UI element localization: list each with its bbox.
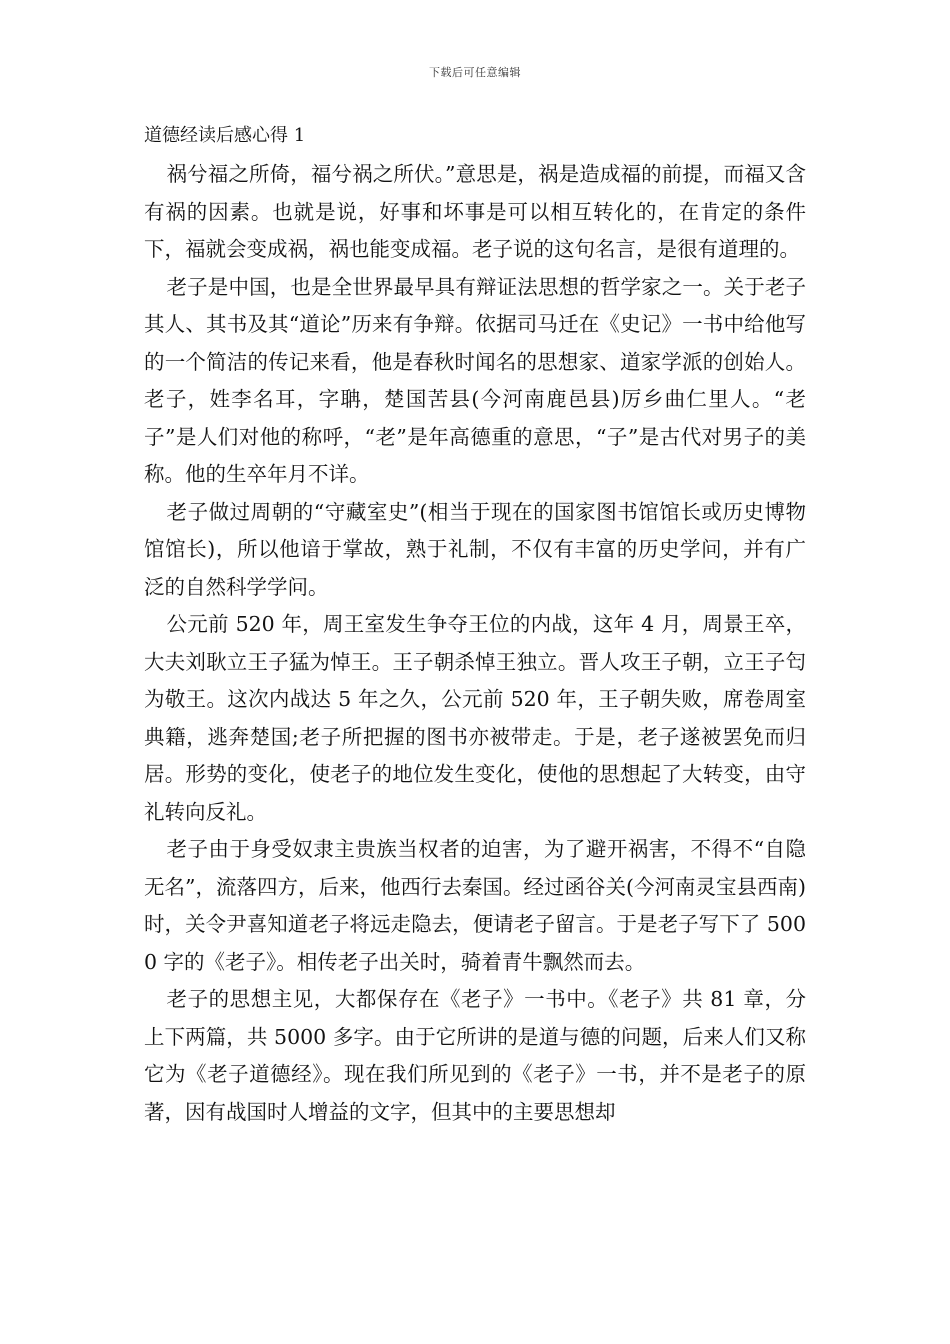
paragraph-4: 公元前 520 年，周王室发生争夺王位的内战，这年 4 月，周景王卒，大夫刘耿立王子猛为悼王。王子朝杀悼王独立。晋人攻王子朝，立王子匄为敬王。这次内战达 5 年之久，公元前 520 年，王子朝失败，席卷周室典籍，逃奔楚国;老子所把握的图书亦被带走。于是，老子遂被罢免而归居。形势的变化，使老子的地位发生变化，使他的思想起了大转变，由守礼转向反礼。 [144, 612, 806, 824]
paragraph-1: 祸兮福之所倚，福兮祸之所伏。”意思是，祸是造成福的前提，而福又含有祸的因素。也就是说，好事和坏事是可以相互转化的，在肯定的条件下，福就会变成祸，祸也能变成福。老子说的这句名言，是很有道理的。 [144, 162, 806, 261]
paragraph-6: 老子的思想主见，大都保存在《老子》一书中。《老子》共 81 章，分上下两篇，共 5000 多字。由于它所讲的是道与德的问题，后来人们又称它为《老子道德经》。现在我们所见到的《老子》一书，并不是老子的原著，因有战国时人增益的文字，但其中的主要思想却 [144, 987, 806, 1124]
document-title: 道德经读后感心得 1 [144, 125, 306, 146]
paragraph-5: 老子由于身受奴隶主贵族当权者的迫害，为了避开祸害，不得不“自隐无名”，流落四方，后来，他西行去秦国。经过函谷关(今河南灵宝县西南)时，关令尹喜知道老子将远走隐去，便请老子留言。于是老子写下了 5000 字的《老子》。相传老子出关时，骑着青牛飘然而去。 [144, 837, 806, 974]
paragraph-2: 老子是中国，也是全世界最早具有辩证法思想的哲学家之一。关于老子其人、其书及其“道论”历来有争辩。依据司马迁在《史记》一书中给他写的一个简洁的传记来看，他是春秋时闻名的思想家、道家学派的创始人。老子，姓李名耳，字聃，楚国苦县(今河南鹿邑县)厉乡曲仁里人。“老子”是人们对他的称呼，“老”是年高德重的意思，“子”是古代对男子的美称。他的生卒年月不详。 [144, 274, 806, 486]
document-body [144, 118, 806, 1131]
paragraph-3: 老子做过周朝的“守藏室史”(相当于现在的国家图书馆馆长或历史博物馆馆长)，所以他谙于掌故，熟于礼制，不仅有丰富的历史学问，并有广泛的自然科学学问。 [144, 499, 806, 599]
page-header: 下载后可任意编辑 [429, 66, 521, 79]
